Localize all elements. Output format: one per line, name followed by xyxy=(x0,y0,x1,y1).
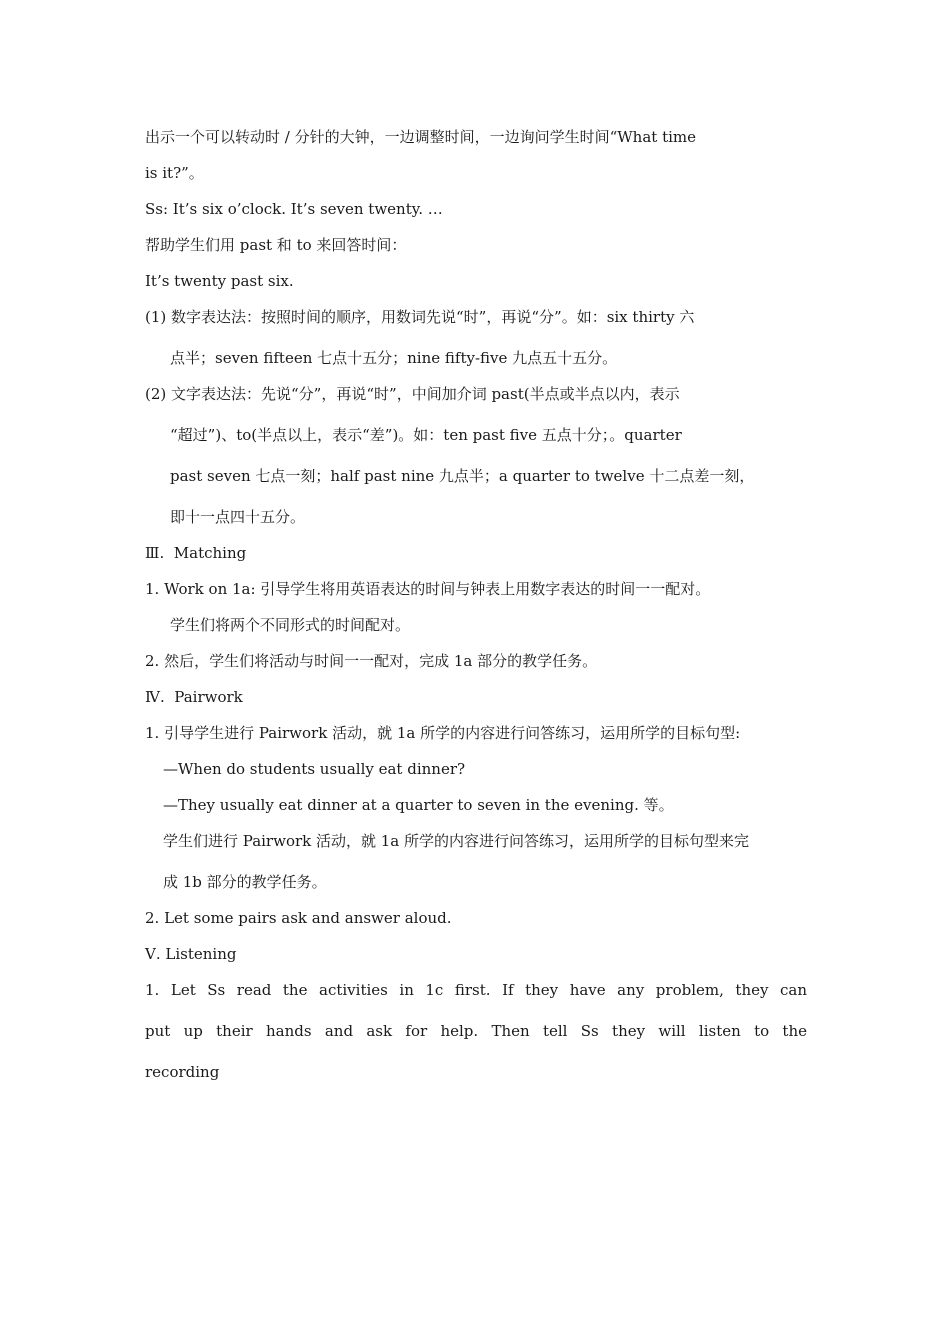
list-item: 1. Work on 1a: 引导学生将用英语表达的时间与钟表上用数字表达的时间一一配对。 xyxy=(145,580,711,598)
section-heading-pairwork: Ⅳ. Pairwork xyxy=(145,688,243,706)
paragraph-line: recording xyxy=(145,1063,220,1081)
paragraph-line: put up their hands and ask for help. Then tell Ss they will listen to the xyxy=(145,1022,807,1040)
paragraph-line: 即十一点四十五分。 xyxy=(170,508,306,526)
paragraph-line: is it?”。 xyxy=(145,164,204,182)
dialogue-line: —When do students usually eat dinner? xyxy=(163,760,466,778)
list-item: 1. Let Ss read the activities in 1c first. If they have any problem, they can xyxy=(145,981,807,999)
paragraph-line: “超过”)、to(半点以上，表示“差”)。如：ten past five 五点十分；。quarter xyxy=(170,426,682,444)
paragraph-line: 出示一个可以转动时 / 分针的大钟，一边调整时间，一边询问学生时间“What time xyxy=(145,128,697,146)
paragraph-line: 成 1b 部分的教学任务。 xyxy=(163,873,327,891)
paragraph-line: 学生们将两个不同形式的时间配对。 xyxy=(170,616,411,634)
paragraph-line: 帮助学生们用 past 和 to 来回答时间： xyxy=(145,236,407,254)
paragraph-line: 点半；seven fifteen 七点十五分；nine fifty-five 九点五十五分。 xyxy=(170,349,618,367)
list-item-numbered: (2) 文字表达法：先说“分”，再说“时”，中间加介词 past(半点或半点以内，表示 xyxy=(145,385,680,403)
list-item: 1. 引导学生进行 Pairwork 活动，就 1a 所学的内容进行问答练习，运用所学的目标句型: xyxy=(145,724,741,742)
list-item-numbered: (1) 数字表达法：按照时间的顺序，用数词先说“时”，再说“分”。如：six thirty 六 xyxy=(145,308,695,326)
list-item: 2. 然后，学生们将活动与时间一一配对，完成 1a 部分的教学任务。 xyxy=(145,652,598,670)
section-heading-matching: Ⅲ. Matching xyxy=(145,544,247,562)
dialogue-line: —They usually eat dinner at a quarter to seven in the evening. 等。 xyxy=(163,796,674,814)
paragraph-line: 学生们进行 Pairwork 活动，就 1a 所学的内容进行问答练习，运用所学的目标句型来完 xyxy=(163,832,750,850)
list-item: 2. Let some pairs ask and answer aloud. xyxy=(145,909,452,927)
paragraph-line: Ss: It’s six o’clock. It’s seven twenty. … xyxy=(145,200,443,218)
paragraph-line: past seven 七点一刻；half past nine 九点半；a quarter to twelve 十二点差一刻， xyxy=(170,467,755,485)
section-heading-listening: Ⅴ. Listening xyxy=(145,945,237,963)
paragraph-line: It’s twenty past six. xyxy=(145,272,294,290)
